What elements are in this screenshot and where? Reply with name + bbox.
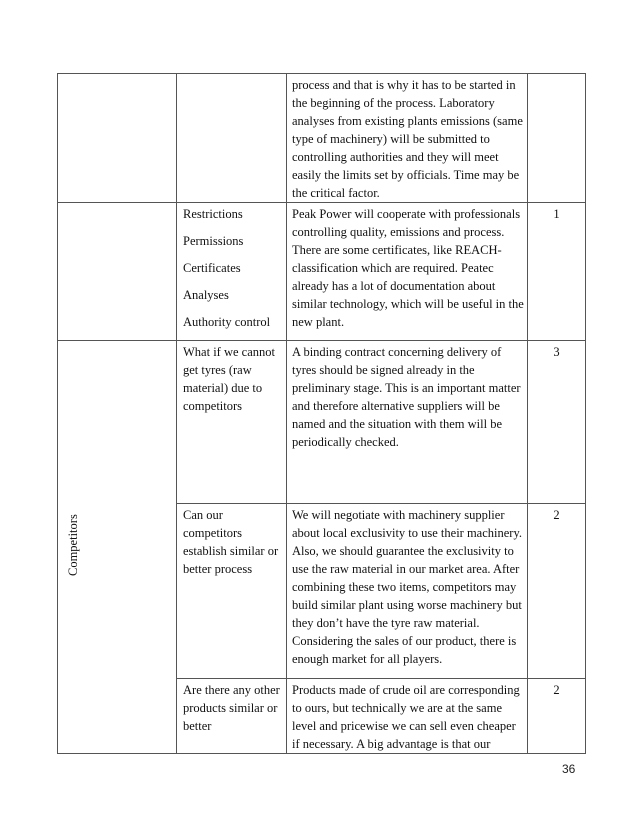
table-row-continued <box>58 74 586 203</box>
category-label: Competitors <box>66 514 80 576</box>
category-cell-empty <box>58 203 177 341</box>
restriction-item: Analyses <box>183 288 229 302</box>
restriction-item: Authority control <box>183 315 271 329</box>
cause-cell <box>177 341 287 504</box>
cause-cell <box>177 679 287 754</box>
cause-cell-empty <box>177 74 287 203</box>
action-cell <box>287 341 528 504</box>
score-cell <box>528 679 586 754</box>
score-cell <box>528 504 586 679</box>
action-text: Products made of crude oil are corresponding to ours, but technically we are at the same level and pricewise we can sell even cheaper if necessary. A big advantage is that our <box>292 683 520 751</box>
restriction-item: Certificates <box>183 261 241 275</box>
cause-text: Are there any other products similar or better <box>183 683 280 733</box>
risk-analysis-table <box>57 73 586 754</box>
action-cell <box>287 203 528 341</box>
score-value: 1 <box>553 207 560 221</box>
table-row-competitors-1 <box>58 341 586 504</box>
category-cell-empty <box>58 74 177 203</box>
cause-cell <box>177 504 287 679</box>
action-cell <box>287 504 528 679</box>
action-cell <box>287 74 528 203</box>
restriction-item: Restrictions <box>183 207 243 221</box>
score-cell <box>528 203 586 341</box>
cause-cell <box>177 203 287 341</box>
score-value: 3 <box>553 345 560 359</box>
action-text: A binding contract concerning delivery of tyres should be signed already in the preliminary stage. This is an important matter and therefore alternative suppliers will be named and the situation with them will be periodically checked. <box>292 345 521 449</box>
action-cell <box>287 679 528 754</box>
cause-text: What if we cannot get tyres (raw material) due to competitors <box>183 345 275 413</box>
table-row-restrictions <box>58 203 586 341</box>
action-text: Peak Power will cooperate with professionals controlling quality, emissions and process. There are some certificates, like REACH-classification which are required. Peatec already has a lot of documentation about similar technology, which will be useful in the new plant. <box>292 207 524 329</box>
score-cell <box>528 341 586 504</box>
category-cell-competitors <box>58 341 177 754</box>
score-cell-empty <box>528 74 586 203</box>
score-value: 2 <box>553 683 560 697</box>
score-value: 2 <box>553 508 560 522</box>
cause-text: Can our competitors establish similar or better process <box>183 508 279 576</box>
restriction-list <box>177 203 286 331</box>
action-text: process and that is why it has to be started in the beginning of the process. Laboratory analyses from existing plants emissions (same type of machinery) will be submitted to controlling authorities and they will meet easily the limits set by officials. Time may be the critical factor. <box>292 78 523 200</box>
restriction-item: Permissions <box>183 234 244 248</box>
page-number: 36 <box>562 762 576 776</box>
action-text: We will negotiate with machinery supplier about local exclusivity to use their machinery. Also, we should guarantee the exclusivity to use the raw material in our market area. After combining these two items, competitors may build similar plant using worse machinery but they don’t have the tyre raw material. Considering the sales of our product, there is enough market for all players. <box>292 508 523 666</box>
